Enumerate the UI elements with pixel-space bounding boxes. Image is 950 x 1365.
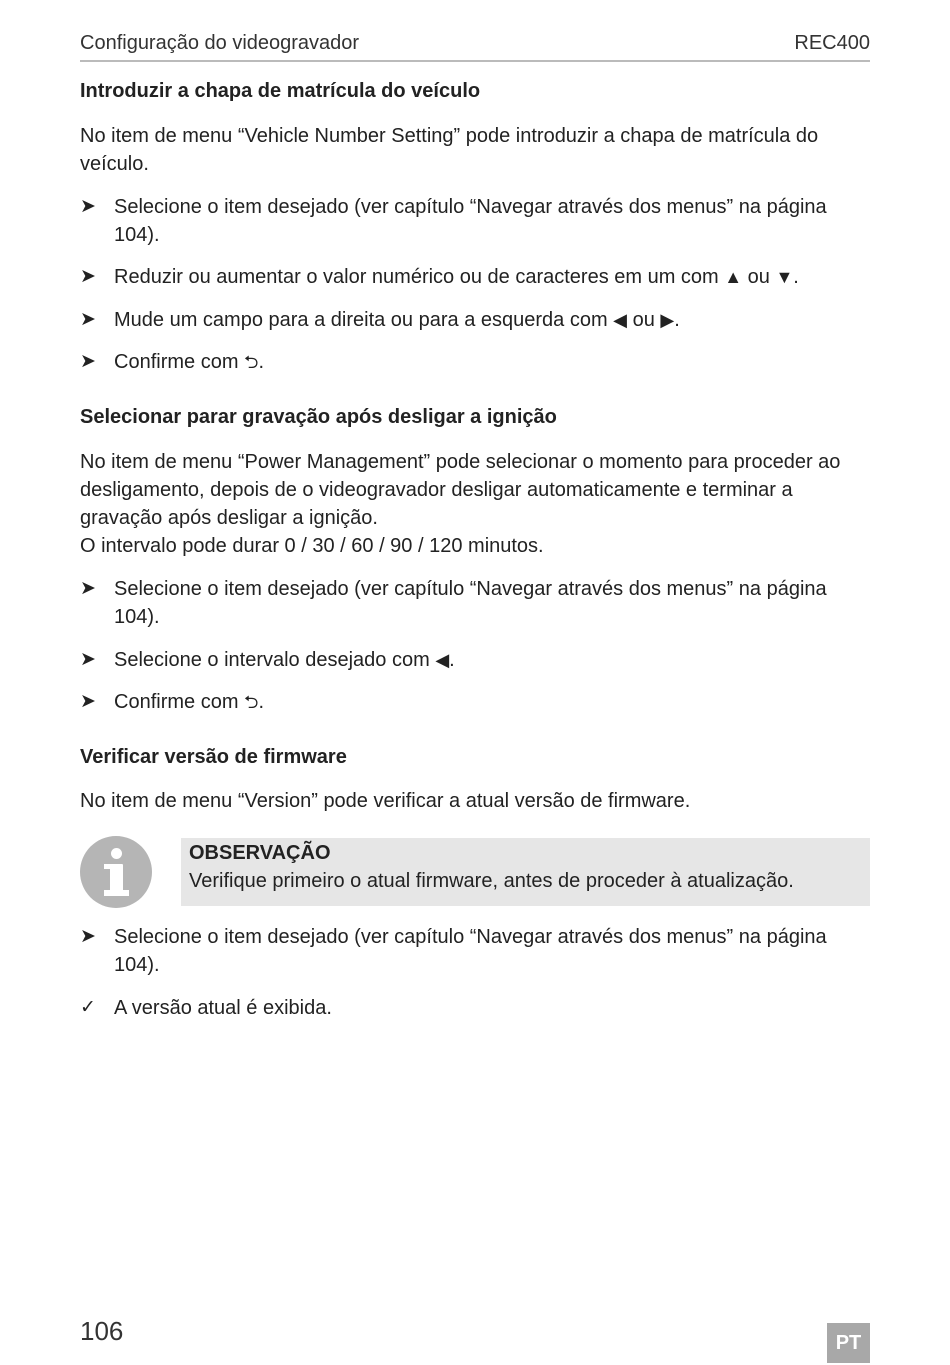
note-box (181, 838, 870, 906)
arrow-bullet-icon: ➤ (80, 196, 96, 217)
language-badge: PT (827, 1323, 870, 1363)
return-arrow-icon: ⮌ (244, 692, 259, 712)
step-result-text: A versão atual é exibida. (114, 997, 332, 1019)
left-triangle-icon: ◀ (613, 310, 628, 330)
arrow-bullet-icon: ➤ (80, 266, 96, 287)
interval-text: O intervalo pode durar 0 / 30 / 60 / 90 / 120 minutos. (80, 535, 544, 557)
right-triangle-icon: ▶ (660, 310, 675, 330)
left-triangle-icon: ◀ (435, 650, 450, 670)
section-title-license-plate: Introduzir a chapa de matrícula do veículo (80, 80, 481, 102)
page-number: 106 (80, 1316, 124, 1346)
step-item (80, 575, 870, 631)
step-item (80, 348, 870, 376)
section-intro-firmware: No item de menu “Version” pode verificar a atual versão de firmware. (80, 790, 691, 812)
step-item (80, 306, 870, 334)
arrow-bullet-icon: ➤ (80, 649, 96, 670)
note-title: OBSERVAÇÃO (189, 842, 331, 864)
step-item (80, 193, 870, 249)
step-item (80, 263, 870, 291)
step-text: Selecione o intervalo desejado com ◀. (114, 649, 455, 671)
up-triangle-icon: ▲ (724, 267, 743, 287)
step-text: Selecione o item desejado (ver capítulo “Navegar através dos menus” na página 104). (114, 926, 827, 976)
note-body: Verifique primeiro o atual firmware, antes de proceder à atualização. (189, 870, 794, 892)
section-intro-license-plate: No item de menu “Vehicle Number Setting” pode introduzir a chapa de matrícula do veículo. (80, 125, 819, 175)
model-name: REC400 (794, 32, 870, 54)
arrow-bullet-icon: ➤ (80, 351, 96, 372)
section-intro-power-management: No item de menu “Power Management” pode selecionar o momento para proceder ao desligamento, depois de o videogravador desligar automaticamente e terminar a gravação após desligar a ignição. (80, 451, 841, 529)
arrow-bullet-icon: ➤ (80, 691, 96, 712)
step-text: Confirme com ⮌. (114, 351, 265, 373)
step-item (80, 688, 870, 716)
step-item (80, 923, 870, 979)
arrow-bullet-icon: ➤ (80, 578, 96, 599)
chapter-title: Configuração do videogravador (80, 32, 360, 54)
step-text: Selecione o item desejado (ver capítulo “Navegar através dos menus” na página 104). (114, 196, 827, 246)
section-title-firmware: Verificar versão de firmware (80, 746, 347, 768)
arrow-bullet-icon: ➤ (80, 309, 96, 330)
step-text: Selecione o item desejado (ver capítulo “Navegar através dos menus” na página 104). (114, 578, 827, 628)
section-title-power-management: Selecionar parar gravação após desligar a ignição (80, 406, 557, 428)
page-header (80, 30, 870, 62)
step-text: Reduzir ou aumentar o valor numérico ou de caracteres em um com ▲ ou ▼. (114, 266, 799, 288)
down-triangle-icon: ▼ (775, 267, 794, 287)
step-text: Confirme com ⮌. (114, 691, 265, 713)
step-text: Mude um campo para a direita ou para a esquerda com ◀ ou ▶. (114, 309, 680, 331)
check-icon: ✓ (80, 997, 96, 1018)
step-item (80, 646, 870, 674)
step-item (80, 994, 870, 1022)
arrow-bullet-icon: ➤ (80, 926, 96, 947)
return-arrow-icon: ⮌ (244, 352, 259, 372)
info-icon (80, 836, 152, 908)
